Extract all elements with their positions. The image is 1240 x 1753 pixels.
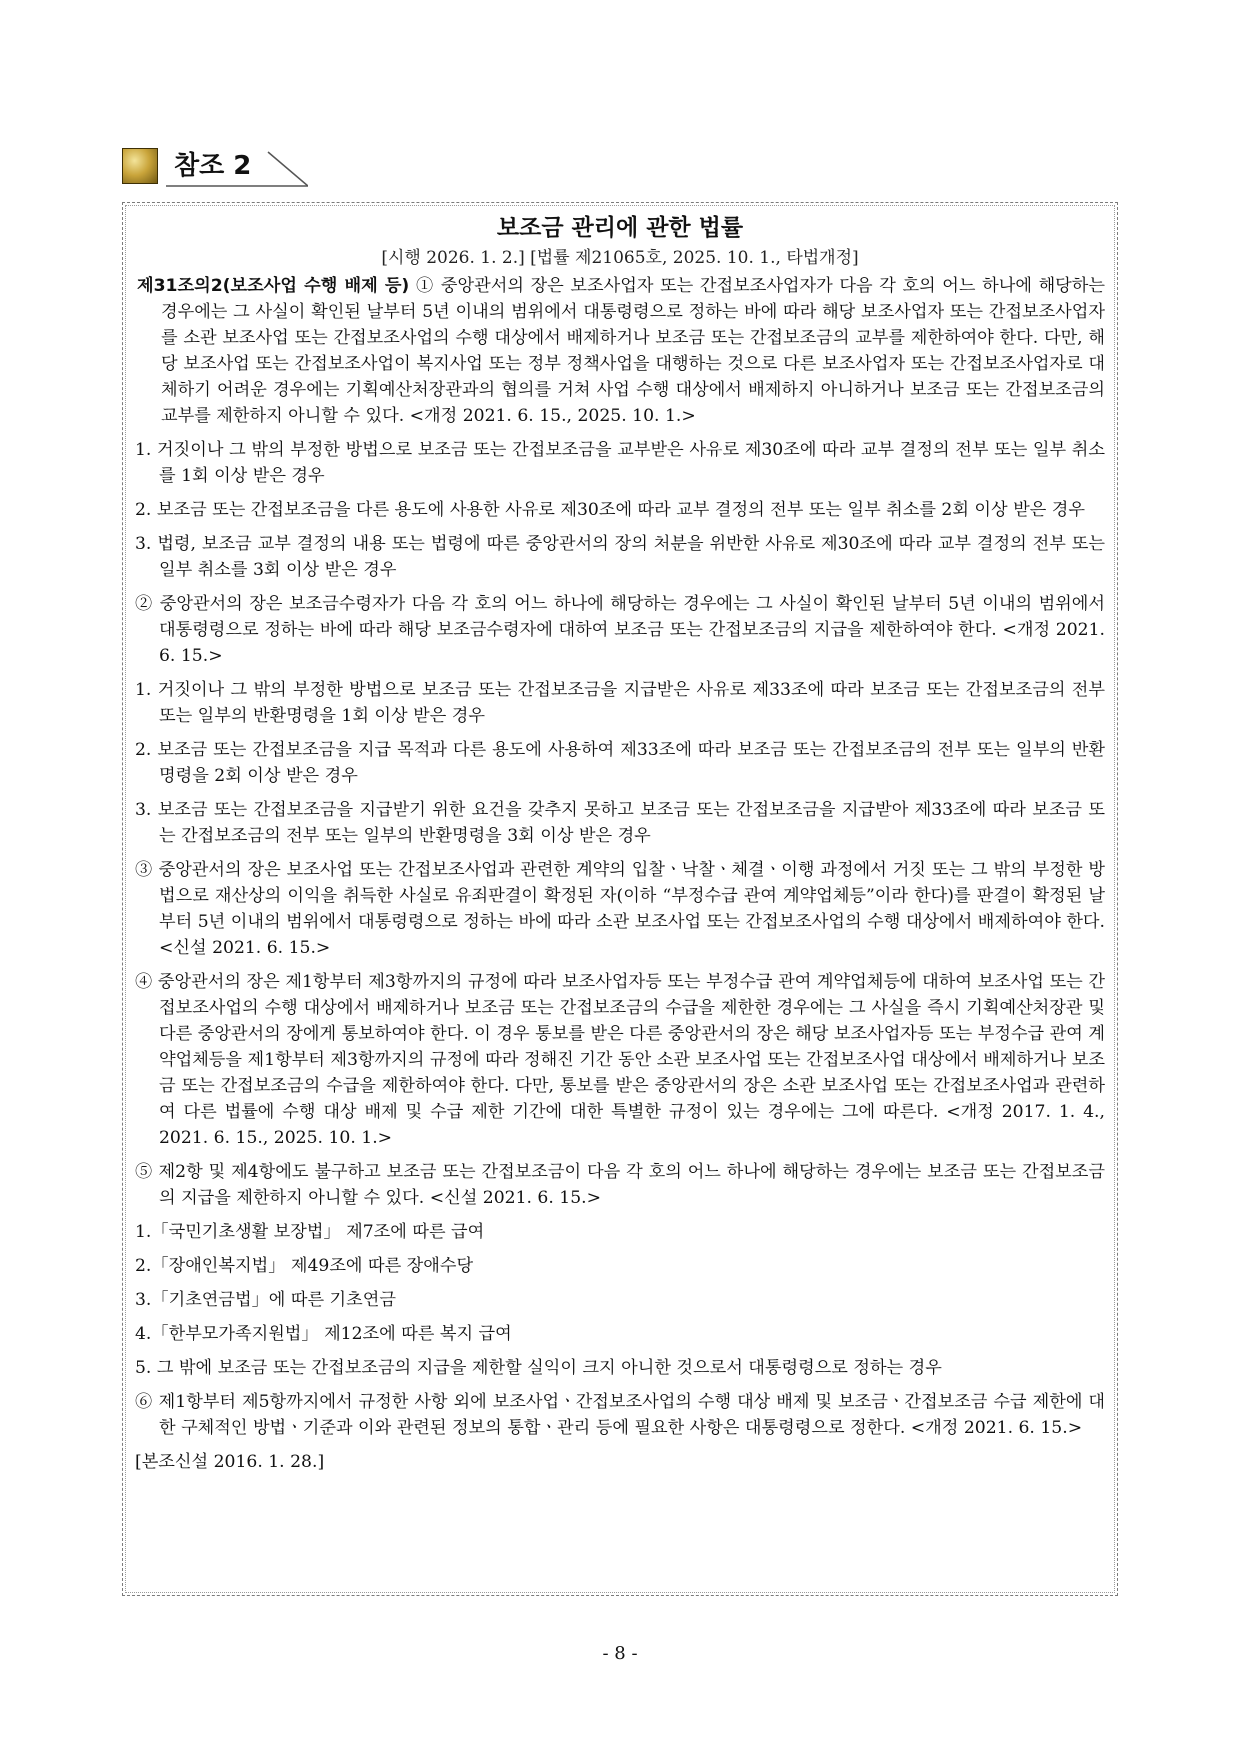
- paragraph-3: ③ 중앙관서의 장은 보조사업 또는 간접보조사업과 관련한 계약의 입찰ㆍ낙찰ㆍ체결ㆍ이행 과정에서 거짓 또는 그 밖의 부정한 방법으로 재산상의 이익을 취득한 사실로 유죄판결이 확정된 자(이하 “부정수급 관여 계약업체등”이라 한다)를 판결이 확정된 날부터 5년 이내의 범위에서 대통령령으로 정하는 바에 따라 소관 보조사업 또는 간접보조사업의 수행 대상에서 배제하여야 한다. <신설 2021. 6. 15.>: [135, 860, 1105, 958]
- tag-underline-decoration: [122, 148, 308, 192]
- list-item: 2. 보조금 또는 간접보조금을 지급 목적과 다른 용도에 사용하여 제33조에 따라 보조금 또는 간접보조금의 전부 또는 일부의 반환명령을 2회 이상 받은 경우: [135, 740, 1105, 786]
- article-footer: [본조신설 2016. 1. 28.]: [135, 1452, 325, 1472]
- list-item: 5. 그 밖에 보조금 또는 간접보조금의 지급을 제한할 실익이 크지 아니한 것으로서 대통령령으로 정하는 경우: [135, 1358, 942, 1378]
- paragraph-2: ② 중앙관서의 장은 보조금수령자가 다음 각 호의 어느 하나에 해당하는 경우에는 그 사실이 확인된 날부터 5년 이내의 범위에서 대통령령으로 정하는 바에 따라 해당 보조금수령자에 대하여 보조금 또는 간접보조금의 지급을 제한하여야 한다. <개정 2021. 6. 15.>: [135, 594, 1105, 666]
- paragraph-1: [135, 273, 1105, 429]
- article-content: [135, 273, 1105, 1483]
- list-item: 2.「장애인복지법」 제49조에 따른 장애수당: [135, 1256, 474, 1276]
- list-item: 1. 거짓이나 그 밖의 부정한 방법으로 보조금 또는 간접보조금을 지급받은 사유로 제33조에 따라 보조금 또는 간접보조금의 전부 또는 일부의 반환명령을 1회 이상 받은 경우: [135, 680, 1105, 726]
- page-number: - 8 -: [602, 1643, 638, 1664]
- law-box: [122, 202, 1118, 1596]
- law-subtitle: [시행 2026. 1. 2.] [법률 제21065호, 2025. 10. 1., 타법개정]: [381, 248, 859, 268]
- law-title: 보조금 관리에 관한 법률: [496, 215, 744, 241]
- list-item: 4.「한부모가족지원법」 제12조에 따른 복지 급여: [135, 1324, 512, 1344]
- paragraph-1-text: ① 중앙관서의 장은 보조사업자 또는 간접보조사업자가 다음 각 호의 어느 하나에 해당하는 경우에는 그 사실이 확인된 날부터 5년 이내의 범위에서 대통령령으로 정하는 바에 따라 해당 보조사업자 또는 간접보조사업자를 소관 보조사업 또는 간접보조사업의 수행 대상에서 배제하거나 보조금 또는 간접보조금의 교부를 제한하여야 한다. 다만, 해당 보조사업 또는 간접보조사업이 복지사업 또는 정부 정책사업을 대행하는 것으로 다른 보조사업자 또는 간접보조사업자로 대체하기 어려운 경우에는 기획예산처장관과의 협의를 거쳐 사업 수행 대상에서 배제하지 아니하거나 보조금 또는 간접보조금의 교부를 제한하지 아니할 수 있다. <개정 2021. 6. 15., 2025. 10. 1.>: [161, 276, 1105, 426]
- list-item: 3. 법령, 보조금 교부 결정의 내용 또는 법령에 따른 중앙관서의 장의 처분을 위반한 사유로 제30조에 따라 교부 결정의 전부 또는 일부 취소를 3회 이상 받은 경우: [135, 534, 1105, 580]
- list-item: 3. 보조금 또는 간접보조금을 지급받기 위한 요건을 갖추지 못하고 보조금 또는 간접보조금을 지급받아 제33조에 따라 보조금 또는 간접보조금의 전부 또는 일부의 반환명령을 3회 이상 받은 경우: [135, 800, 1105, 846]
- reference-label: 참조 2: [174, 151, 252, 181]
- paragraph-5: ⑤ 제2항 및 제4항에도 불구하고 보조금 또는 간접보조금이 다음 각 호의 어느 하나에 해당하는 경우에는 보조금 또는 간접보조금의 지급을 제한하지 아니할 수 있다. <신설 2021. 6. 15.>: [135, 1162, 1105, 1208]
- reference-tag: [122, 148, 308, 192]
- list-item: 2. 보조금 또는 간접보조금을 다른 용도에 사용한 사유로 제30조에 따라 교부 결정의 전부 또는 일부 취소를 2회 이상 받은 경우: [135, 500, 1085, 520]
- paragraph-4: ④ 중앙관서의 장은 제1항부터 제3항까지의 규정에 따라 보조사업자등 또는 부정수급 관여 계약업체등에 대하여 보조사업 또는 간접보조사업의 수행 대상에서 배제하거나 보조금 또는 간접보조금의 수급을 제한한 경우에는 그 사실을 즉시 기획예산처장관 및 다른 중앙관서의 장에게 통보하여야 한다. 이 경우 통보를 받은 다른 중앙관서의 장은 해당 보조사업자등 또는 부정수급 관여 계약업체등을 제1항부터 제3항까지의 규정에 따라 정해진 기간 동안 소관 보조사업 또는 간접보조사업 대상에서 배제하거나 보조금 또는 간접보조금의 수급을 제한하여야 한다. 다만, 통보를 받은 중앙관서의 장은 소관 보조사업 또는 간접보조사업과 관련하여 다른 법률에 수행 대상 배제 및 수급 제한 기간에 대한 특별한 규정이 있는 경우에는 그에 따른다. <개정 2017. 1. 4., 2021. 6. 15., 2025. 10. 1.>: [135, 972, 1105, 1148]
- list-item: 1. 거짓이나 그 밖의 부정한 방법으로 보조금 또는 간접보조금을 교부받은 사유로 제30조에 따라 교부 결정의 전부 또는 일부 취소를 1회 이상 받은 경우: [135, 440, 1105, 486]
- list-item: 3.「기초연금법」에 따른 기초연금: [135, 1290, 396, 1310]
- list-item: 1.「국민기초생활 보장법」 제7조에 따른 급여: [135, 1222, 485, 1242]
- paragraph-6: ⑥ 제1항부터 제5항까지에서 규정한 사항 외에 보조사업ㆍ간접보조사업의 수행 대상 배제 및 보조금ㆍ간접보조금 수급 제한에 대한 구체적인 방법ㆍ기준과 이와 관련된 정보의 통합ㆍ관리 등에 필요한 사항은 대통령령으로 정한다. <개정 2021. 6. 15.>: [135, 1392, 1105, 1438]
- article-heading: 제31조의2(보조사업 수행 배제 등): [137, 276, 410, 296]
